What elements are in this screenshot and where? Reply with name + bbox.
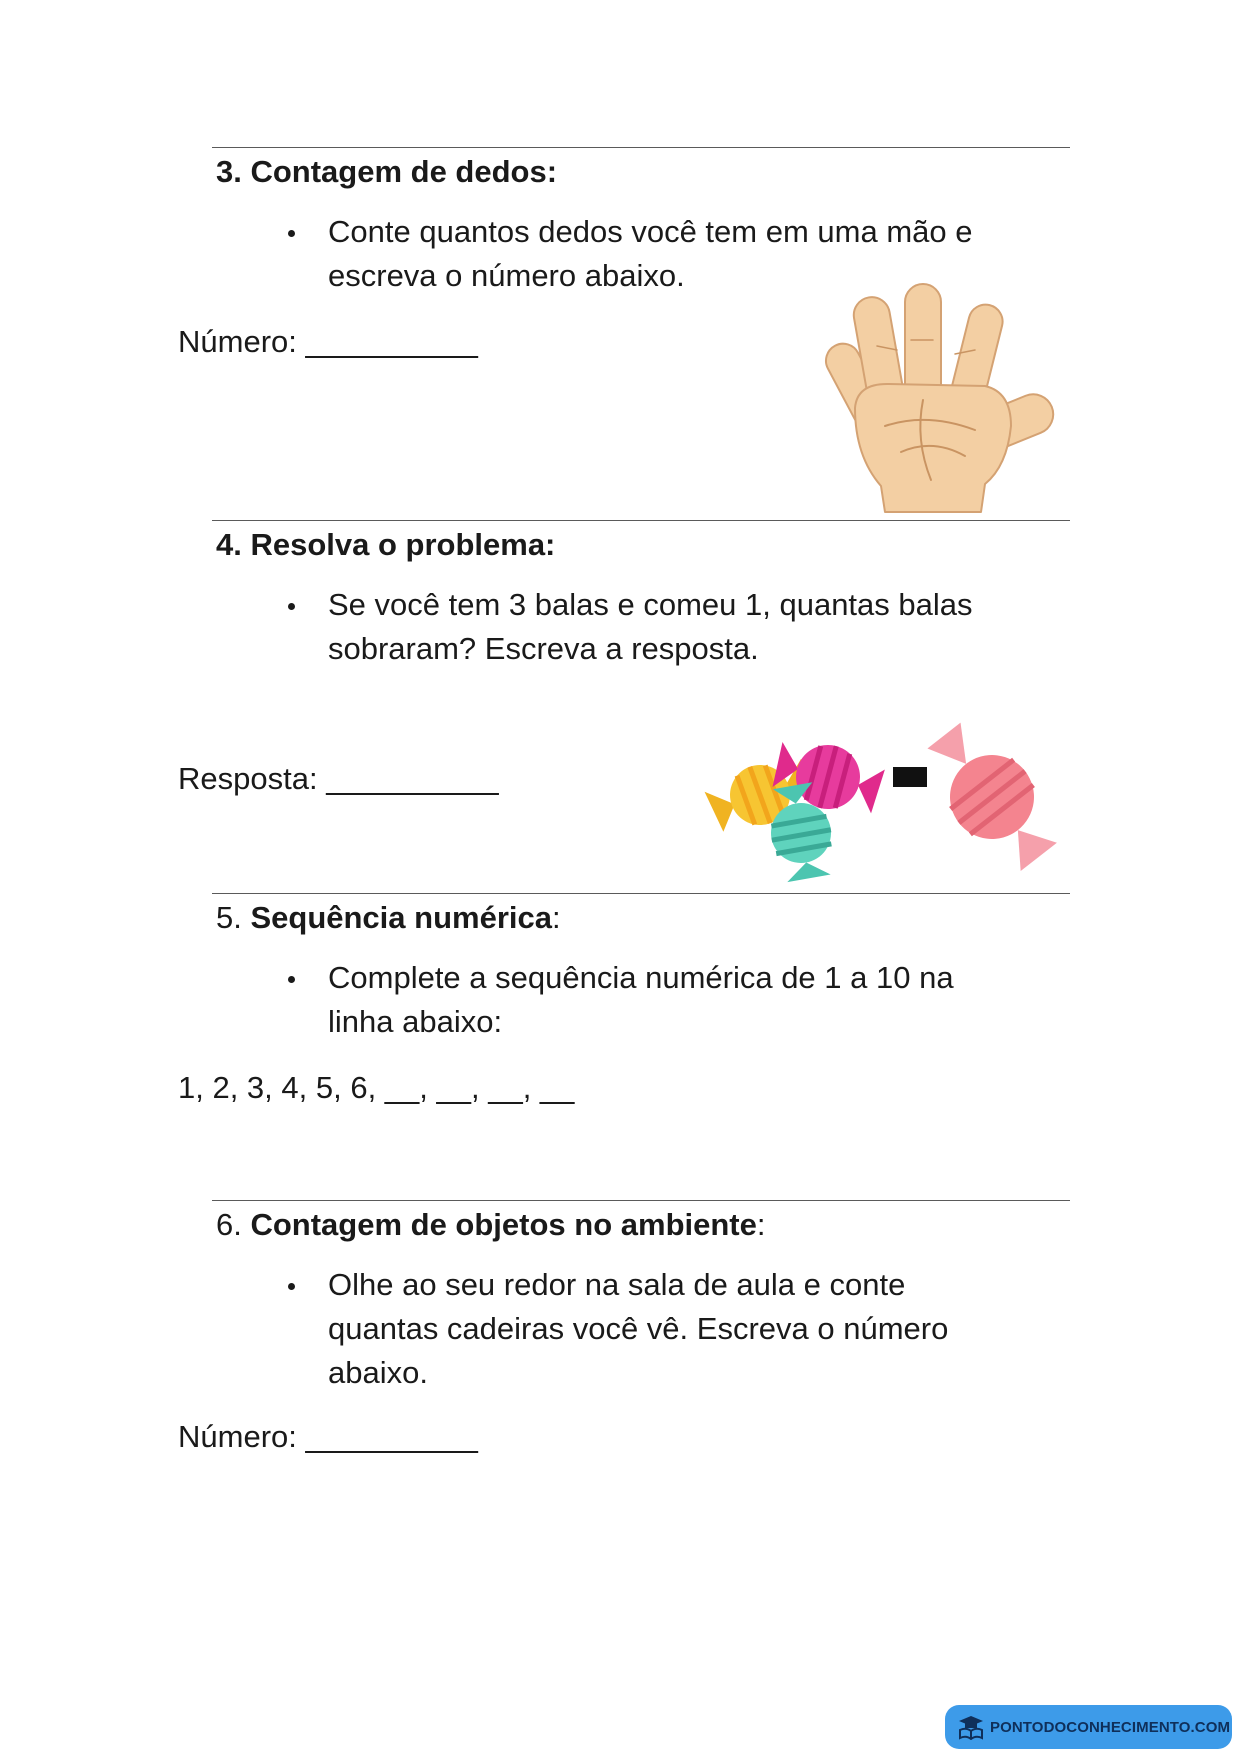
section-6-number: 6. bbox=[216, 1207, 251, 1242]
section-5-divider bbox=[212, 893, 1070, 894]
section-5-title: Sequência numérica bbox=[250, 900, 552, 935]
section-3-answer-line: Número: __________ bbox=[178, 324, 478, 359]
section-4-heading bbox=[216, 526, 555, 564]
bullet-icon bbox=[288, 976, 295, 983]
section-3-title: 3. Contagem de dedos: bbox=[216, 154, 558, 189]
section-6-instruction-line-2: quantas cadeiras você vê. Escreva o número bbox=[328, 1311, 949, 1346]
section-3-heading bbox=[216, 153, 557, 191]
graduate-book-icon bbox=[957, 1714, 985, 1740]
pink-candy-icon bbox=[911, 710, 1072, 883]
site-logo-badge[interactable] bbox=[945, 1705, 1232, 1749]
hand-icon bbox=[815, 280, 1060, 512]
section-5-number: 5. bbox=[216, 900, 251, 935]
section-4-instruction-line-2: sobraram? Escreva a resposta. bbox=[328, 631, 759, 666]
bullet-icon bbox=[288, 230, 295, 237]
palm-shape bbox=[855, 384, 1011, 512]
section-5-heading bbox=[216, 899, 561, 937]
site-logo-text: PONTODOCONHECIMENTO.COM bbox=[990, 1718, 1231, 1736]
section-3-divider bbox=[212, 147, 1070, 148]
bullet-icon bbox=[288, 603, 295, 610]
section-4-answer-line: Resposta: __________ bbox=[178, 761, 499, 796]
section-6-instruction-line-1: Olhe ao seu redor na sala de aula e conte bbox=[328, 1267, 906, 1302]
section-5-instruction-line-2: linha abaixo: bbox=[328, 1004, 503, 1039]
candies-illustration bbox=[705, 705, 1050, 880]
section-6-heading bbox=[216, 1206, 765, 1244]
section-4-title: 4. Resolva o problema: bbox=[216, 527, 556, 562]
section-6-instruction-line-3: abaixo. bbox=[328, 1355, 428, 1390]
section-6-answer-line: Número: __________ bbox=[178, 1419, 478, 1454]
section-4-instruction-line-1: Se você tem 3 balas e comeu 1, quantas balas bbox=[328, 587, 973, 622]
section-6-colon: : bbox=[756, 1207, 766, 1242]
section-5-colon: : bbox=[551, 900, 561, 935]
section-6-divider bbox=[212, 1200, 1070, 1201]
section-6-title: Contagem de objetos no ambiente bbox=[250, 1207, 757, 1242]
section-3-instruction-line-2: escreva o número abaixo. bbox=[328, 258, 685, 293]
minus-icon bbox=[893, 767, 927, 787]
section-5-number-sequence: 1, 2, 3, 4, 5, 6, __, __, __, __ bbox=[178, 1070, 575, 1105]
bullet-icon bbox=[288, 1283, 295, 1290]
section-4-divider bbox=[212, 520, 1070, 521]
section-5-instruction-line-1: Complete a sequência numérica de 1 a 10 na bbox=[328, 960, 954, 995]
section-3-instruction-line-1: Conte quantos dedos você tem em uma mão e bbox=[328, 214, 973, 249]
